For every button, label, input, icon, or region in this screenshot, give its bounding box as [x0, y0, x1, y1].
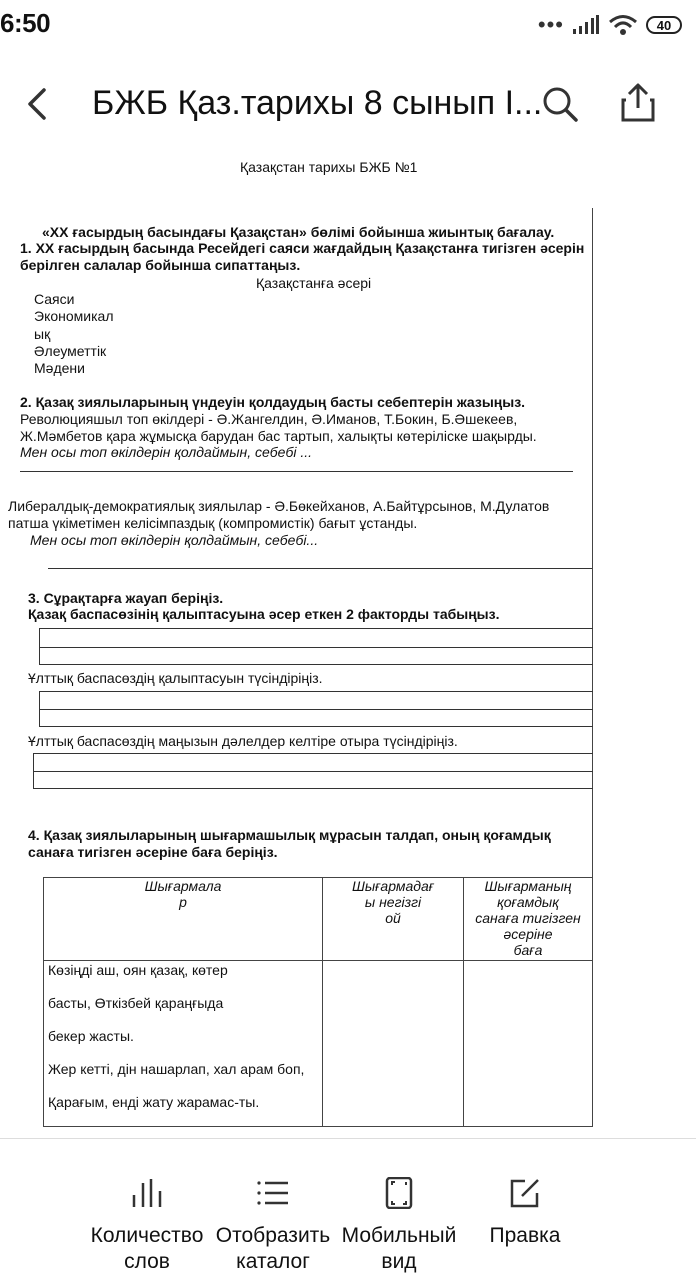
back-arrow-icon[interactable]: [20, 84, 60, 124]
q1-row: Экономикал: [34, 308, 114, 324]
table-cell-empty: [323, 961, 464, 1127]
battery-level: 40: [656, 17, 672, 33]
bottom-toolbar: [0, 1138, 696, 1281]
table-cell-empty: [464, 961, 593, 1127]
phone-frame-icon: [382, 1177, 416, 1209]
q3-subquestion2: Ұлттық баспасөздің қалыптасуын түсіндіріңіз.: [28, 670, 323, 686]
poem-cell: [44, 961, 323, 1127]
q2-paragraph2-line1: Либералдық-демократиялық зиялылар - Ә.Бөкейханов, А.Байтұрсынов, М.Дулатов: [8, 498, 550, 514]
share-icon[interactable]: [620, 82, 656, 124]
q2-paragraph2-line2: патша үкіметімен келісімпаздық (компромистік) бағыт ұстанды.: [8, 515, 418, 531]
q2-paragraph1-line1: Революцияшыл топ өкілдері - Ә.Жангелдин, Ә.Иманов, Т.Бокин, Б.Әшекеев,: [20, 411, 518, 427]
poem-line: бекер жасты.: [48, 1028, 134, 1044]
answer-line: [48, 568, 592, 569]
list-icon: [256, 1177, 290, 1209]
q1-line2: берілген салалар бойынша сипаттаңыз.: [20, 257, 301, 273]
q2-support-line1: Мен осы топ өкілдерін қолдаймын, себебі ...: [20, 444, 312, 460]
search-icon[interactable]: [540, 84, 580, 124]
q1-line1: 1. ХХ ғасырдың басында Ресейдегі саяси жағдайдың Қазақстанға тигізген әсерін: [20, 240, 585, 256]
document-title: БЖБ Қаз.тарихы 8 сынып І...: [92, 84, 543, 122]
mobile-view-button[interactable]: Мобильный вид: [334, 1177, 464, 1275]
table-header-impact: Шығарманың қоғамдық санаға тигізген әсеріне баға: [464, 878, 593, 961]
edit-pencil-icon: [508, 1177, 542, 1209]
status-time: 6:50: [0, 8, 51, 38]
catalog-button[interactable]: Отобразить каталог: [208, 1177, 338, 1275]
intro-line: «ХХ ғасырдың басындағы Қазақстан» бөлімі бойынша жиынтық бағалау.: [42, 224, 555, 240]
table-header-works: Шығармала р: [44, 878, 323, 961]
q1-row: Саяси: [34, 291, 75, 307]
answer-box: [39, 691, 593, 727]
battery-icon: [646, 16, 682, 34]
q3-subquestion3: Ұлттық баспасөздің маңызын дәлелдер келтіре отыра түсіндіріңіз.: [28, 733, 458, 749]
status-icons: [538, 12, 682, 38]
bar-chart-icon: [130, 1177, 164, 1209]
poem-line: Қарағым, енді жату жарамас-ты.: [48, 1094, 260, 1110]
q2-support-line2: Мен осы топ өкілдерін қолдаймын, себебі...: [30, 532, 319, 548]
table-header-main-idea: Шығармадағ ы негізгі ой: [323, 878, 464, 961]
q1-row: ық: [34, 326, 51, 342]
poem-line: Көзіңді аш, оян қазақ, көтер: [48, 962, 228, 978]
q3-title: 3. Сұрақтарға жауап беріңіз.: [28, 590, 224, 606]
doc-heading: Қазақстан тарихы БЖБ №1: [240, 159, 418, 175]
answer-box: [39, 628, 593, 665]
poem-line: басты, Өткізбей қараңғыда: [48, 995, 224, 1011]
q4-line2: санаға тигізген әсеріне баға беріңіз.: [28, 844, 278, 860]
document-page: [0, 150, 696, 1130]
works-table: [43, 877, 593, 1127]
poem-line: Жер кетті, дін нашарлап, хал арам боп,: [48, 1061, 305, 1077]
answer-box: [33, 753, 593, 789]
q3-subquestion1: Қазақ баспасөзінің қалыптасуына әсер еткен 2 факторды табыңыз.: [28, 606, 500, 622]
word-count-button[interactable]: Количество слов: [82, 1177, 212, 1275]
edit-button[interactable]: Правка: [460, 1177, 590, 1249]
q1-row: Әлеуметтік: [34, 343, 107, 359]
q2-paragraph1-line2: Ж.Мәмбетов қара жұмысқа барудан бас тартып, халықты көтеріліске шақырды.: [20, 428, 537, 444]
q4-line1: 4. Қазақ зиялыларының шығармашылық мұрасын талдап, оның қоғамдық: [28, 827, 551, 843]
q1-row: Мәдени: [34, 360, 85, 376]
wifi-icon: [608, 14, 638, 36]
q2-title: 2. Қазақ зиялыларының үндеуін қолдаудың басты себептерін жазыңыз.: [20, 394, 526, 410]
more-dots-icon: •••: [537, 12, 564, 37]
signal-icon: [572, 15, 600, 35]
answer-line: [20, 471, 573, 472]
q1-column-header: Қазақстанға әсері: [256, 275, 372, 291]
